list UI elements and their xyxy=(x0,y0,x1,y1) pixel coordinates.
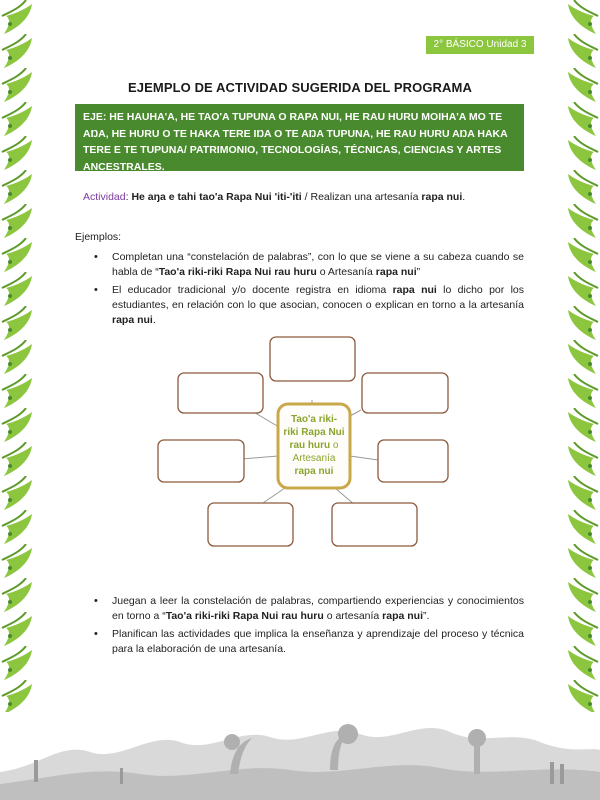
list-item xyxy=(92,250,524,280)
left-decorative-border xyxy=(0,0,36,730)
activities-list xyxy=(92,594,524,660)
bullet-text: Planifican las actividades que implica la enseñanza y aprendizaje del proceso y técnica para la elaboración de una artesanía. xyxy=(112,628,524,655)
activity-rapanui: He aŋa e tahi tao'a Rapa Nui 'iti-'iti xyxy=(131,191,302,203)
activity-label: Actividad xyxy=(83,191,126,203)
page-title: EJEMPLO DE ACTIVIDAD SUGERIDA DEL PROGRAMA xyxy=(128,80,472,95)
activity-line xyxy=(83,191,523,203)
bullet-bold: Tao'a riki-riki Rapa Nui rau huru xyxy=(158,266,317,278)
list-item xyxy=(92,627,524,657)
empty-word-box-lower-left xyxy=(208,503,293,546)
bullet-text: lo dicho por los estudiantes, en relación con lo que asocian, conocen o explican en torno a la artesanía xyxy=(112,284,524,311)
activity-colon: : xyxy=(125,191,132,203)
activity-separator: / Realizan una artesanía xyxy=(301,191,422,203)
center-line-3 xyxy=(290,440,339,451)
unit-badge: 2° BÁSICO Unidad 3 xyxy=(426,36,534,54)
bullet-text: o Artesanía xyxy=(316,266,376,278)
examples-list xyxy=(92,250,524,331)
bullet-bold: rapa nui xyxy=(392,284,437,296)
empty-word-box-upper-right xyxy=(362,373,448,413)
empty-word-box-top xyxy=(270,337,355,381)
bullet-text: ” xyxy=(416,266,421,278)
empty-word-box-upper-left xyxy=(178,373,263,413)
bullet-text: Juegan a leer la constelación de palabras, compartiendo experiencias y conocimientos en torno a “ xyxy=(112,595,524,622)
bullet-text: o artesanía xyxy=(323,610,383,622)
empty-word-box-right xyxy=(378,440,448,482)
bullet-text: ”. xyxy=(423,610,430,622)
list-item xyxy=(92,283,524,328)
bullet-bold: Tao'a riki-riki Rapa Nui rau huru xyxy=(165,610,324,622)
empty-word-box-lower-right xyxy=(332,503,417,546)
center-line-4: Artesanía xyxy=(292,453,336,464)
center-line-3-bold: rau huru xyxy=(289,440,331,451)
bullet-text: El educador tradicional y/o docente registra en idioma xyxy=(112,284,393,296)
right-decorative-border xyxy=(564,0,600,730)
bullet-text: Completan una “constelación de palabras”, con lo que se viene a su cabeza cuando se habla de “ xyxy=(112,251,524,278)
eje-box: EJE: HE HAUHA'A, HE TAO'A TUPUNA O RAPA NUI, HE RAU HURU MOIHA'A MO TE AŊA, HE HURU O TE HAKA TERE IŊA O TE AŊA TUPUNA, HE RAU HURU AŊA HAKA TERE E TE TUPUNA/ PATRIMONIO, TECNOLOGÍAS, TÉCNICAS, CIENCIAS Y ARTES ANCESTRALES. xyxy=(75,104,524,171)
activity-rapa-nui: rapa nui xyxy=(421,191,463,203)
bullet-text: . xyxy=(152,314,156,326)
center-line-1: Tao'a riki- xyxy=(290,414,338,425)
bullet-bold: rapa nui xyxy=(382,610,424,622)
footer-landscape-illustration xyxy=(0,712,600,800)
examples-label: Ejemplos: xyxy=(75,231,122,243)
center-line-5: rapa nui xyxy=(294,466,334,477)
activity-end: . xyxy=(462,191,466,203)
bullet-bold: rapa nui xyxy=(112,314,153,326)
word-constellation-diagram xyxy=(150,330,450,560)
center-line-3-rest: o xyxy=(330,440,339,451)
center-line-2: riki Rapa Nui xyxy=(283,427,345,438)
bullet-bold: rapa nui xyxy=(375,266,417,278)
list-item xyxy=(92,594,524,624)
empty-word-box-left xyxy=(158,440,244,482)
